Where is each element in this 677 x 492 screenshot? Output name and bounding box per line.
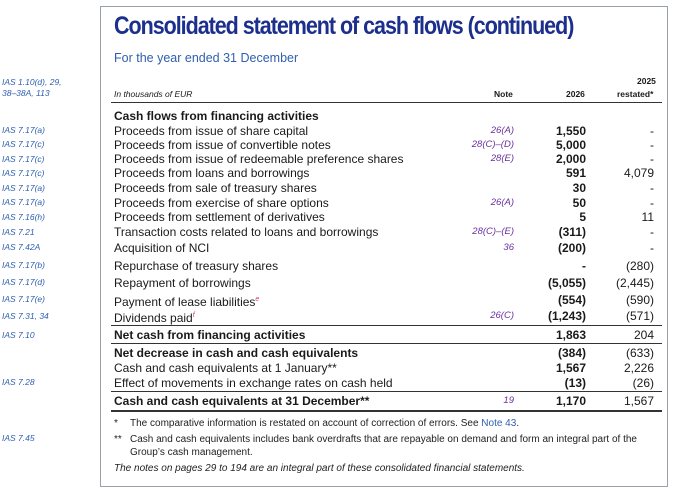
value-2025: - — [650, 124, 654, 138]
table-row — [114, 166, 662, 180]
margin-ref: IAS 7.10 — [2, 330, 35, 340]
footnote-1 — [114, 417, 662, 430]
value-2026: (13) — [564, 376, 586, 390]
margin-ref: IAS 7.28 — [2, 377, 35, 387]
margin-ref: IAS 7.42A — [2, 242, 41, 252]
table-row — [114, 138, 662, 152]
row-note-link[interactable]: 28(E) — [490, 153, 514, 164]
footnote-text-part: The comparative information is restated on account of correction of errors. See — [130, 418, 482, 429]
statement-notes-reference: The notes on pages 29 to 194 are an integral part of these consolidated financial statements. — [114, 463, 525, 474]
value-2026: 1,170 — [555, 394, 586, 408]
value-2025: 204 — [633, 328, 654, 342]
margin-ref: IAS 7.31, 34 — [2, 311, 49, 321]
page-title: Consolidated statement of cash flows (continued) — [114, 12, 574, 40]
margin-ref: IAS 7.17(d) — [2, 277, 45, 287]
value-2026: 50 — [572, 196, 586, 210]
row-label: Proceeds from issue of share capital — [114, 124, 309, 138]
section-rule — [111, 343, 662, 344]
value-2026: 5 — [579, 210, 586, 224]
value-2026: - — [582, 259, 586, 273]
footnote-star: ** — [114, 434, 122, 445]
value-2026: (200) — [557, 241, 586, 255]
value-2026: 1,550 — [555, 124, 586, 138]
value-2025: (2,445) — [615, 276, 654, 290]
footnote-marker: e — [255, 296, 260, 303]
value-2025: - — [650, 225, 654, 239]
margin-ref: IAS 7.45 — [2, 433, 35, 443]
table-row — [114, 210, 662, 224]
table-row — [114, 225, 662, 239]
row-label: Proceeds from issue of convertible notes — [114, 138, 331, 152]
row-label: Proceeds from sale of treasury shares — [114, 181, 317, 195]
footnote-marker: f — [192, 312, 195, 319]
net-financing-row — [114, 328, 662, 342]
row-label: Transaction costs related to loans and borrowings — [114, 225, 379, 239]
table-row — [114, 181, 662, 195]
margin-ref: IAS 7.17(a) — [2, 183, 45, 193]
page-subtitle: For the year ended 31 December — [114, 51, 299, 65]
margin-ref: IAS 7.17(c) — [2, 139, 45, 149]
footnote-text — [130, 417, 660, 430]
table-row — [114, 241, 662, 255]
value-2025: 1,567 — [623, 394, 654, 408]
table-row — [114, 196, 662, 210]
year-2026-header: 2026 — [566, 89, 585, 99]
value-2025: 4,079 — [623, 166, 654, 180]
header-rule — [111, 102, 662, 103]
row-label: Proceeds from exercise of share options — [114, 196, 329, 210]
value-2026: (311) — [558, 225, 586, 239]
total-rule-bottom — [111, 410, 662, 412]
value-2025: - — [650, 181, 654, 195]
row-label: Acquisition of NCI — [114, 241, 210, 255]
value-2026: 1,567 — [555, 361, 586, 375]
value-2026: 2,000 — [555, 152, 586, 166]
row-note-link[interactable]: 26(A) — [490, 197, 514, 208]
margin-ref: IAS 7.17(a) — [2, 197, 45, 207]
restated-label: restated* — [617, 89, 654, 99]
row-label: Net cash from financing activities — [114, 328, 306, 342]
value-2026: 30 — [572, 181, 586, 195]
margin-ref: IAS 7.17(e) — [2, 294, 45, 304]
row-note-link[interactable]: 26(A) — [490, 125, 514, 136]
row-label: Proceeds from issue of redeemable preference shares — [114, 152, 404, 166]
row-note-link[interactable]: 28(C)–(D) — [471, 139, 514, 150]
margin-ref: IAS 7.17(b) — [2, 260, 45, 270]
margin-ref: IAS 7.17(c) — [2, 154, 45, 164]
value-2026: 5,000 — [555, 138, 586, 152]
value-2026: (554) — [557, 293, 586, 307]
table-row — [114, 276, 662, 290]
row-label: Proceeds from loans and borrowings — [114, 166, 310, 180]
total-rule-top — [111, 391, 662, 392]
fx-effect-row — [114, 376, 662, 390]
row-note-link[interactable]: 36 — [503, 242, 514, 253]
value-2025: (633) — [625, 346, 654, 360]
value-2025: 11 — [641, 210, 654, 224]
value-2026: (1,243) — [547, 309, 586, 323]
table-row — [114, 309, 662, 323]
row-note-link[interactable]: 26(C) — [490, 310, 514, 321]
row-label: Proceeds from settlement of derivatives — [114, 210, 325, 224]
row-note-link[interactable]: 19 — [503, 395, 514, 406]
margin-references — [0, 0, 100, 492]
value-2025: (26) — [632, 376, 654, 390]
row-note-link[interactable]: 28(C)–(E) — [472, 226, 514, 237]
row-label: Effect of movements in exchange rates on cash held — [114, 376, 393, 390]
margin-ref: 38–38A, 113 — [2, 88, 50, 98]
footnote-star: * — [114, 418, 118, 429]
net-decrease-row — [114, 346, 662, 360]
value-2025: 2,226 — [623, 361, 654, 375]
row-label — [114, 309, 195, 325]
cash-january-row — [114, 361, 662, 375]
table-row — [114, 259, 662, 273]
value-2026: 1,863 — [555, 328, 586, 342]
cash-december-row — [114, 394, 662, 408]
row-label-text: Payment of lease liabilities — [114, 295, 256, 309]
margin-ref: IAS 7.21 — [2, 227, 35, 237]
section-title: Cash flows from financing activities — [114, 109, 319, 123]
value-2025: - — [650, 241, 654, 255]
table-row — [114, 152, 662, 166]
margin-ref: IAS 7.17(a) — [2, 125, 45, 135]
row-label: Net decrease in cash and cash equivalents — [114, 346, 359, 360]
footnote-2 — [114, 433, 662, 459]
row-label — [114, 293, 259, 309]
row-label-text: Dividends paid — [114, 311, 193, 325]
row-label: Cash and cash equivalents at 31 December** — [114, 394, 370, 408]
margin-ref: IAS 7.16(h) — [2, 212, 45, 222]
row-label: Cash and cash equivalents at 1 January** — [114, 361, 337, 375]
currency-note: In thousands of EUR — [114, 89, 193, 99]
value-2026: (5,055) — [547, 276, 586, 290]
year-2025-header: 2025 — [637, 76, 656, 86]
value-2025: - — [650, 138, 654, 152]
value-2025: - — [650, 152, 654, 166]
table-row — [114, 124, 662, 138]
margin-ref: IAS 1.10(d), 29, — [2, 77, 62, 87]
table-row — [114, 293, 662, 307]
row-label: Repayment of borrowings — [114, 276, 251, 290]
value-2025: (571) — [625, 309, 654, 323]
subtotal-rule — [111, 325, 662, 326]
value-2025: (590) — [625, 293, 654, 307]
value-2026: 591 — [565, 166, 586, 180]
note-43-link[interactable]: Note 43 — [481, 418, 517, 429]
footnote-text-part: . — [516, 418, 520, 429]
margin-ref: IAS 7.17(c) — [2, 168, 45, 178]
value-2026: (384) — [557, 346, 586, 360]
row-label: Repurchase of treasury shares — [114, 259, 279, 273]
value-2025: (280) — [625, 259, 654, 273]
value-2025: - — [650, 196, 654, 210]
footnote-text: Cash and cash equivalents includes bank overdrafts that are repayable on demand and form an integral part of the Group’s cash management. — [130, 434, 637, 458]
note-column-header: Note — [494, 89, 513, 99]
